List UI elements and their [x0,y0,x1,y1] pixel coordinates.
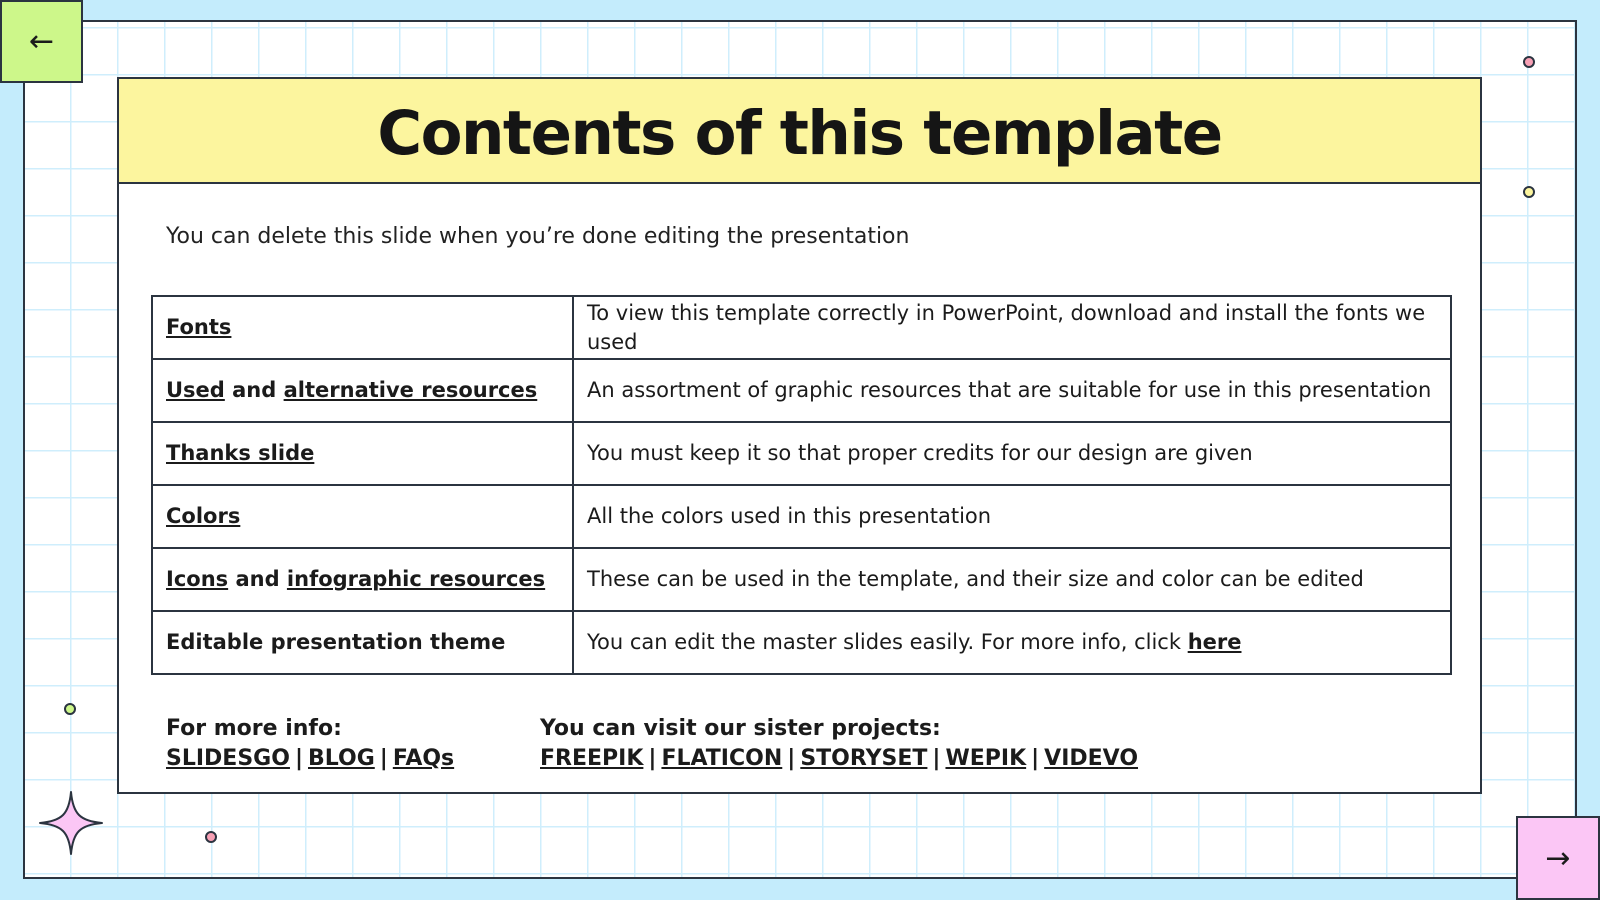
resource-link[interactable]: Thanks slide [166,441,315,465]
row-label-cell [152,548,573,611]
footer-link-blog[interactable]: BLOG [308,746,375,771]
link-separator: | [1031,746,1040,771]
page-title: Contents of this template [377,98,1222,169]
resource-link[interactable]: Fonts [166,315,232,339]
row-description-cell [573,611,1451,674]
table-row [152,422,1451,485]
right-arrow-icon: → [1545,840,1571,876]
link-separator: | [294,746,303,771]
sister-projects-heading: You can visit our sister projects: [540,716,941,741]
subtitle: You can delete this slide when you’re done editing the presentation [166,224,910,249]
here-link[interactable]: here [1187,630,1242,654]
resource-link[interactable]: infographic resources [286,567,546,591]
decor-dot-green [64,703,76,715]
row-label-cell [152,485,573,548]
resource-link[interactable]: Icons [166,567,229,591]
row-description: All the colors used in this presentation [587,504,992,528]
row-label-cell [152,296,573,359]
row-description-cell [573,296,1451,359]
more-info-links [166,744,454,774]
title-band [119,79,1480,184]
footer-link-wepik[interactable]: WEPIK [945,746,1027,771]
row-description: You must keep it so that proper credits for our design are given [587,441,1253,465]
link-separator: | [787,746,796,771]
resource-link[interactable]: alternative resources [283,378,538,402]
decor-dot-pink [1523,56,1535,68]
row-label-cell [152,422,573,485]
decor-dot-yellow [1523,186,1535,198]
footer-link-slidesgo[interactable]: SLIDESGO [166,746,290,771]
table-row [152,611,1451,674]
next-slide-button[interactable] [1516,816,1600,900]
table-row [152,296,1451,359]
table-row [152,359,1451,422]
left-arrow-icon: ← [28,24,55,59]
footer-link-flaticon[interactable]: FLATICON [661,746,783,771]
table-row [152,548,1451,611]
row-description-cell [573,422,1451,485]
row-description: An assortment of graphic resources that are suitable for use in this presentation [587,378,1432,402]
footer-link-storyset[interactable]: STORYSET [800,746,928,771]
previous-slide-button[interactable] [0,0,83,83]
row-description-cell [573,548,1451,611]
row-description-cell [573,485,1451,548]
content-card [117,77,1482,794]
resource-link[interactable]: Used [166,378,225,402]
row-label-text: and [224,378,284,402]
sparkle-star-icon [38,790,104,856]
resource-link[interactable]: Colors [166,504,241,528]
decor-dot-pink-bottom [205,831,217,843]
table-row [152,485,1451,548]
row-label-cell [152,611,573,674]
row-description: These can be used in the template, and their size and color can be edited [587,567,1364,591]
contents-table [151,295,1452,675]
sister-projects-links [540,744,1138,774]
row-description-cell [573,359,1451,422]
row-description: To view this template correctly in PowerPoint, download and install the fonts we used [587,300,1426,354]
more-info-heading: For more info: [166,716,342,741]
footer-link-videvo[interactable]: VIDEVO [1044,746,1139,771]
row-label-cell [152,359,573,422]
footer-link-freepik[interactable]: FREEPIK [540,746,644,771]
more-info-block [166,714,454,774]
link-separator: | [932,746,941,771]
row-label-text: Editable presentation theme [166,630,506,654]
footer-link-faqs[interactable]: FAQs [392,746,455,771]
sister-projects-block [540,714,1138,774]
link-separator: | [379,746,388,771]
row-description: You can edit the master slides easily. For more info, click [587,630,1188,654]
row-label-text: and [228,567,287,591]
link-separator: | [648,746,657,771]
